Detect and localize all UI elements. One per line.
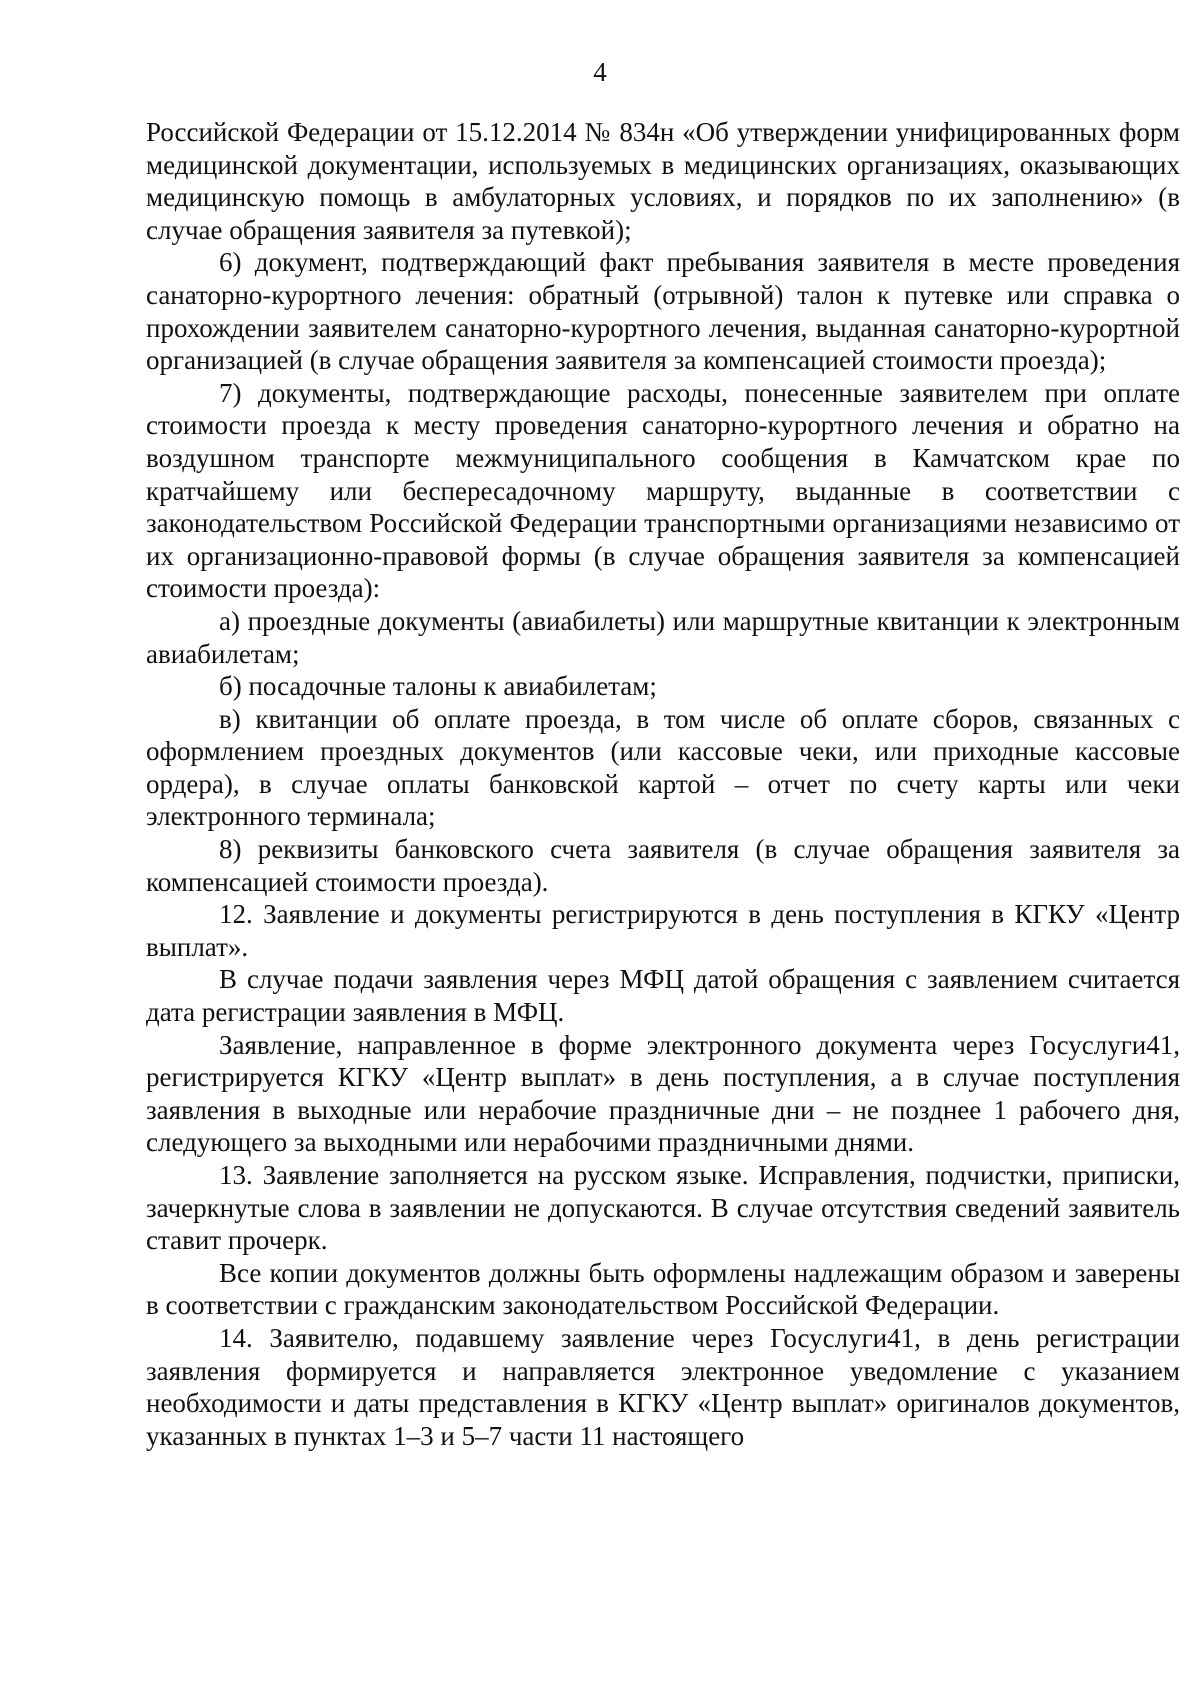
paragraph-section-12: 12. Заявление и документы регистрируются в день поступления в КГКУ «Центр выплат». <box>146 899 1180 962</box>
document-body <box>146 116 1180 1452</box>
paragraph-copies-certification: Все копии документов должны быть оформлены надлежащим образом и заверены в соответствии с гражданским законодательством Российской Федерации. <box>146 1257 1180 1321</box>
paragraph-mfc-registration: В случае подачи заявления через МФЦ датой обращения с заявлением считается дата регистрации заявления в МФЦ. <box>146 964 1180 1028</box>
paragraph-section-14: 14. Заявителю, подавшему заявление через Госуслуги41, в день регистрации заявления формируется и направляется электронное уведомление с указанием необходимости и даты представления в КГКУ «Центр выплат» оригиналов документов, указанных в пунктах 1–3 и 5–7 части 11 настоящего <box>146 1322 1180 1451</box>
paragraph-subitem-v: в) квитанции об оплате проезда, в том числе об оплате сборов, связанных с оформлением проездных документов (или кассовые чеки, или приходные кассовые ордера), в случае оплаты банковской картой – отчет по счету карты или чеки электронного терминала; <box>146 703 1180 832</box>
page-number: 4 <box>593 57 607 87</box>
paragraph-subitem-a: а) проездные документы (авиабилеты) или маршрутные квитанции к электронным авиабилетам; <box>146 605 1180 669</box>
paragraph-subitem-b: б) посадочные талоны к авиабилетам; <box>219 671 657 702</box>
paragraph-item-7: 7) документы, подтверждающие расходы, понесенные заявителем при оплате стоимости проезда к месту проведения санаторно-курортного лечения и обратно на воздушном транспорте межмуниципального сообщения в Камчатском крае по кратчайшему или беспересадочному маршруту, выданные в соответствии с законодательством Российской Федерации транспортными организациями независимо от их организационно-правовой формы (в случае обращения заявителя за компенсацией стоимости проезда): <box>146 377 1180 604</box>
paragraph-electronic-registration: Заявление, направленное в форме электронного документа через Госуслуги41, регистрируется КГКУ «Центр выплат» в день поступления, а в случае поступления заявления в выходные или нерабочие праздничные дни – не позднее 1 рабочего дня, следующего за выходными или нерабочими праздничными днями. <box>146 1029 1180 1158</box>
paragraph-item-6: 6) документ, подтверждающий факт пребывания заявителя в месте проведения санаторно-курортного лечения: обратный (отрывной) талон к путевке или справка о прохождении заявителем санаторно-курортного лечения, выданная санаторно-курортной организацией (в случае обращения заявителя за компенсацией стоимости проезда); <box>146 247 1180 376</box>
paragraph-continuation: Российской Федерации от 15.12.2014 № 834н «Об утверждении унифицированных форм медицинской документации, используемых в медицинских организациях, оказывающих медицинскую помощь в амбулаторных условиях, и порядков по их заполнению» (в случае обращения заявителя за путевкой); <box>146 117 1180 245</box>
paragraph-section-13: 13. Заявление заполняется на русском языке. Исправления, подчистки, приписки, зачеркнутые слова в заявлении не допускаются. В случае отсутствия сведений заявитель ставит прочерк. <box>146 1160 1180 1256</box>
paragraph-item-8: 8) реквизиты банковского счета заявителя (в случае обращения заявителя за компенсацией стоимости проезда). <box>146 834 1180 897</box>
